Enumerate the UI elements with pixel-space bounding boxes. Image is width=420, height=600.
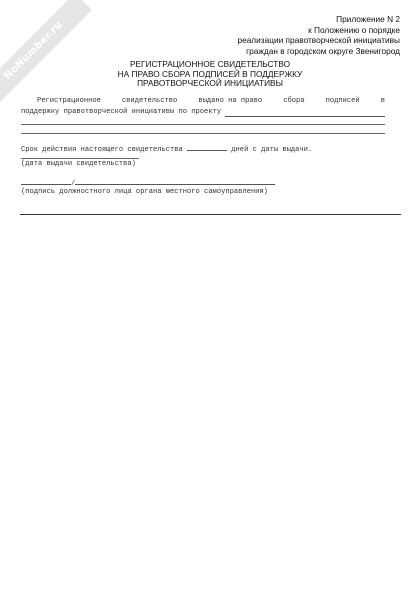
signature-caption: (подпись должностного лица органа местного самоуправления) [21, 188, 268, 196]
days-count-field[interactable] [187, 143, 227, 151]
paragraph-first-line [21, 96, 385, 107]
term-prefix: Срок действия настоящего свидетельства [21, 146, 183, 154]
certificate-paragraph [21, 96, 385, 117]
paragraph-word: в [380, 97, 385, 105]
bottom-divider [20, 214, 401, 215]
issue-date-field[interactable] [21, 158, 139, 159]
signature-separator: / [71, 180, 76, 188]
project-name-continuation-line[interactable] [21, 133, 385, 134]
project-name-continuation-line[interactable] [21, 124, 385, 125]
paragraph-word: сбора [283, 97, 305, 105]
issue-date-caption: (дата выдачи свидетельства) [21, 160, 136, 168]
signature-field[interactable] [21, 178, 71, 185]
title-line: РЕГИСТРАЦИОННОЕ СВИДЕТЕЛЬСТВО [129, 59, 291, 69]
paragraph-word: выдано на право [198, 97, 263, 105]
watermark: NoNumber.ru [0, 0, 92, 109]
paragraph-word: Регистрационное [37, 97, 101, 105]
paragraph-second-line [21, 107, 385, 118]
appendix-line: к Положению о порядке [308, 24, 400, 35]
appendix-header [170, 14, 400, 56]
title-line: ПРАВОТВОРЧЕСКОЙ ИНИЦИАТИВЫ [137, 78, 283, 89]
title-line: НА ПРАВО СБОРА ПОДПИСЕЙ В ПОДДЕРЖКУ [117, 68, 303, 79]
signature-name-field[interactable] [75, 178, 275, 185]
document-title [0, 60, 420, 89]
term-suffix: дней с даты выдачи. [231, 146, 313, 154]
paragraph-word: свидетельство [121, 97, 178, 105]
paragraph-text: поддержку правотворческой инициативы по проекту [21, 107, 222, 116]
appendix-line: реализации правотворческой инициативы [237, 35, 400, 45]
appendix-line: граждан в городском округе Звенигород [246, 45, 400, 56]
appendix-line: Приложение N 2 [336, 14, 400, 24]
validity-term-line [21, 143, 312, 155]
paragraph-word: подписей [325, 97, 360, 105]
project-name-field[interactable] [225, 108, 385, 117]
